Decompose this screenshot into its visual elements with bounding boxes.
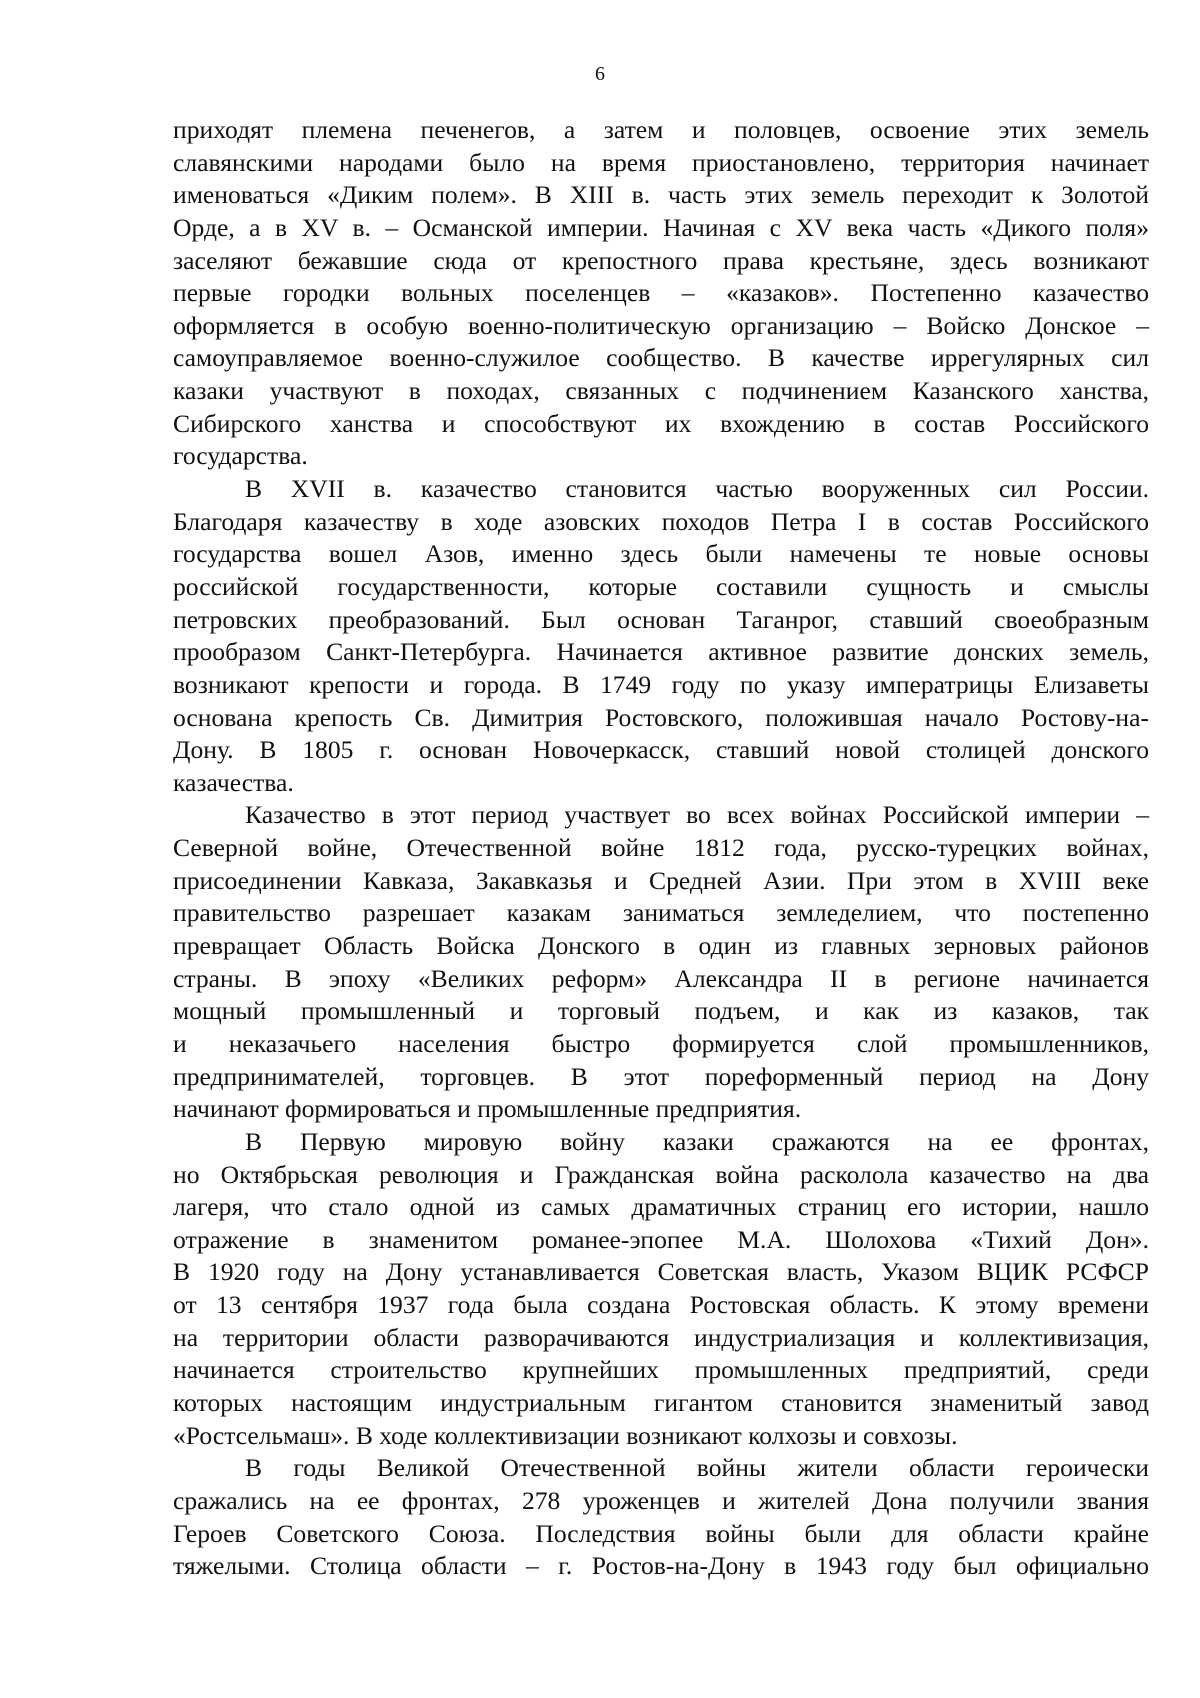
text-line: лагеря, что стало одной из самых драматичных страниц его истории, нашло — [173, 1192, 1149, 1222]
text-line: Казачество в этот период участвует во всех войнах Российской империи – — [245, 800, 1149, 830]
text-line: начинают формироваться и промышленные предприятия. — [173, 1094, 802, 1124]
text-line: В годы Великой Отечественной войны жители области героически — [245, 1453, 1149, 1483]
page-number: 6 — [595, 63, 605, 85]
paragraph — [173, 114, 1149, 473]
text-line: предпринимателей, торговцев. В этот пореформенный период на Дону — [173, 1061, 1149, 1091]
text-line: именоваться «Диким полем». В XIII в. часть этих земель переходит к Золотой — [173, 180, 1149, 210]
text-line: которых настоящим индустриальным гигантом становится знаменитый завод — [173, 1387, 1149, 1417]
text-line: Сибирского ханства и способствуют их вхождению в состав Российского — [173, 408, 1149, 438]
text-line: славянскими народами было на время приостановлено, территория начинает — [173, 147, 1149, 177]
body-text — [173, 114, 1149, 1583]
text-line: Северной войне, Отечественной войне 1812 года, русско-турецких войнах, — [173, 833, 1149, 863]
text-line: Героев Советского Союза. Последствия войны были для области крайне — [173, 1518, 1149, 1548]
text-line: но Октябрьская революция и Гражданская война расколола казачество на два — [173, 1159, 1149, 1189]
paragraph — [173, 473, 1149, 799]
text-line: государства. — [173, 441, 308, 471]
text-line: на территории области разворачиваются индустриализация и коллективизация, — [173, 1322, 1149, 1352]
text-line: присоединении Кавказа, Закавказья и Средней Азии. При этом в XVIII веке — [173, 865, 1149, 895]
paragraph — [173, 1452, 1149, 1583]
text-line: основана крепость Св. Димитрия Ростовского, положившая начало Ростову-на- — [173, 702, 1149, 732]
text-line: российской государственности, которые составили сущность и смыслы — [173, 571, 1149, 601]
text-line: первые городки вольных поселенцев – «казаков». Постепенно казачество — [173, 278, 1149, 308]
paragraph — [173, 799, 1149, 1125]
text-line: приходят племена печенегов, а затем и половцев, освоение этих земель — [173, 115, 1149, 144]
text-line: казачества. — [173, 767, 294, 797]
text-line: отражение в знаменитом романее-эпопее М.А. Шолохова «Тихий Дон». — [173, 1224, 1149, 1254]
text-line: мощный промышленный и торговый подъем, и как из казаков, так — [173, 996, 1149, 1026]
text-line: В 1920 году на Дону устанавливается Советская власть, Указом ВЦИК РСФСР — [173, 1257, 1149, 1287]
text-line: казаки участвуют в походах, связанных с подчинением Казанского ханства, — [173, 376, 1149, 406]
paragraph — [173, 1126, 1149, 1452]
text-line: начинается строительство крупнейших промышленных предприятий, среди — [173, 1355, 1149, 1385]
text-line: Благодаря казачеству в ходе азовских походов Петра I в состав Российского — [173, 506, 1149, 536]
text-line: прообразом Санкт-Петербурга. Начинается активное развитие донских земель, — [173, 637, 1149, 667]
text-line: государства вошел Азов, именно здесь были намечены те новые основы — [173, 539, 1149, 569]
text-line: заселяют бежавшие сюда от крепостного права крестьяне, здесь возникают — [173, 245, 1149, 275]
text-line: правительство разрешает казакам заниматься земледелием, что постепенно — [173, 898, 1149, 928]
text-line: страны. В эпоху «Великих реформ» Александра II в регионе начинается — [173, 963, 1149, 993]
text-line: тяжелыми. Столица области – г. Ростов-на-Дону в 1943 году был официально — [173, 1551, 1149, 1581]
text-line: Орде, а в XV в. – Османской империи. Начиная с XV века часть «Дикого поля» — [173, 212, 1149, 242]
text-line: петровских преобразований. Был основан Таганрог, ставший своеобразным — [173, 604, 1149, 634]
text-line: возникают крепости и города. В 1749 году по указу императрицы Елизаветы — [173, 669, 1149, 699]
text-line: оформляется в особую военно-политическую организацию – Войско Донское – — [173, 310, 1149, 340]
text-line: сражались на ее фронтах, 278 уроженцев и жителей Дона получили звания — [173, 1485, 1149, 1515]
text-line: В Первую мировую войну казаки сражаются на ее фронтах, — [245, 1126, 1149, 1156]
text-line: В XVII в. казачество становится частью вооруженных сил России. — [245, 474, 1149, 504]
text-line: самоуправляемое военно-служилое сообщество. В качестве иррегулярных сил — [173, 343, 1149, 373]
text-line: «Ростсельмаш». В ходе коллективизации возникают колхозы и совхозы. — [173, 1420, 958, 1450]
text-line: превращает Область Войска Донского в один из главных зерновых районов — [173, 931, 1149, 961]
text-line: и неказачьего населения быстро формируется слой промышленников, — [173, 1028, 1149, 1058]
text-line: Дону. В 1805 г. основан Новочеркасск, ставший новой столицей донского — [173, 735, 1149, 765]
text-line: от 13 сентября 1937 года была создана Ростовская область. К этому времени — [173, 1290, 1149, 1320]
